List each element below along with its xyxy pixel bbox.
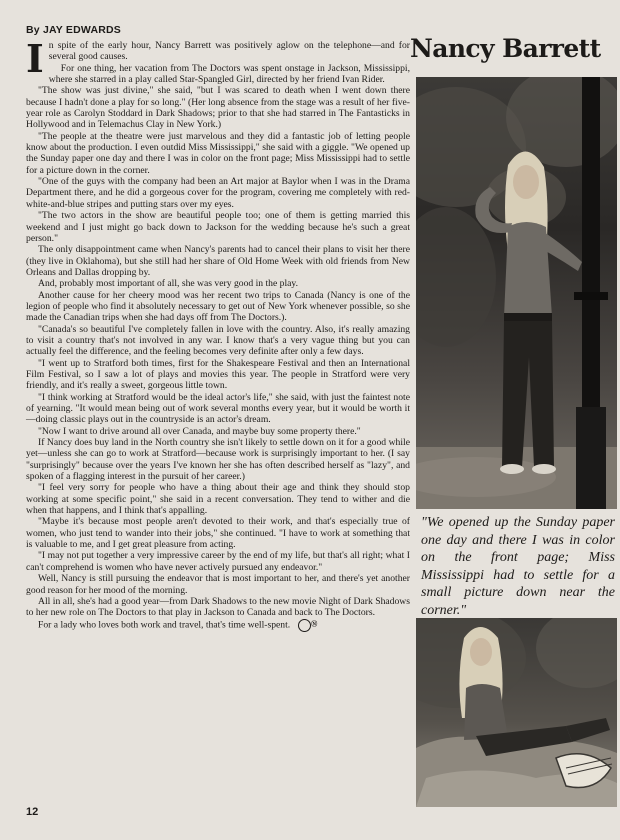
byline: By JAY EDWARDS bbox=[26, 24, 121, 36]
article-paragraph: "Now I want to drive around all over Canada, and maybe buy some property there." bbox=[38, 425, 361, 437]
article-paragraph: Well, Nancy is still pursuing the endeavor that is most important to her, and there's yet another good reason for her mood of the morning. bbox=[26, 573, 410, 596]
article-paragraph: Another cause for her cheery mood was her recent two trips to Canada (Nancy is one of the legion of people who find it absolutely necessary to get out of New York whenever possible, so she made the Canadian trips when she had days off from The Doctors.). bbox=[26, 289, 410, 324]
page-number: 12 bbox=[26, 806, 39, 818]
article-paragraph: All in all, she's had a good year—from Dark Shadows to the new movie Night of Dark Shadows to her new role on The Doctors to that play in Jackson to Canada and back to The Doctors. bbox=[26, 595, 410, 619]
article-paragraph: And, probably most important of all, she was very good in the play. bbox=[38, 278, 299, 290]
article-body bbox=[26, 36, 410, 632]
article-paragraph: "I think working at Stratford would be the ideal actor's life," she said, with just the faintest note of yearning. "It would mean being out of work several months every year, but it would be worth it—doing classic plays out in the countryside is an actor's dream. bbox=[26, 391, 410, 426]
article-paragraph: "I feel very sorry for people who have a thing about their age and think they should stop working at some specific point," she said in a recent conversation. They tend to wither and die when that happens, and I think that's appalling. bbox=[26, 482, 410, 517]
article-paragraph: "The two actors in the show are beautiful people too; one of them is getting married this weekend and I just might go back down to Jackson for the wedding because he's such a great person." bbox=[26, 210, 410, 244]
article-paragraph: In spite of the early hour, Nancy Barrett was positively aglow on the telephone—and for several good causes. bbox=[26, 36, 410, 81]
portrait-photo bbox=[416, 77, 617, 509]
article-paragraph: "I went up to Stratford both times, first for the Shakespeare Festival and then an International Film Festival, so I saw a lot of plays and movies this year. The people in Stratford were very friendly, and it's really a sweet, gorgeous little town. bbox=[26, 357, 410, 392]
article-paragraph: The only disappointment came when Nancy's parents had to cancel their plans to visit her there (they live in Oklahoma), but she still had her share of Old Home Week with old friends from New Orleans and Dallas dropping by. bbox=[26, 244, 410, 278]
article-paragraph: "Maybe it's because most people aren't devoted to their work, and that's especially true of women, who just tend to wander into their jobs," she continued. "I have to work at something that is valuable to me, and I get great pleasure from acting. bbox=[26, 516, 410, 551]
drop-cap: I bbox=[26, 36, 44, 81]
article-paragraph: "One of the guys with the company had been an Art major at Baylor when I was in the Drama Department there, and he did a gorgeous cover for the program, covering me completely with red-white-and-blue stripes and putting stars over my eyes. bbox=[26, 176, 410, 210]
headline: Nancy Barrett bbox=[410, 34, 601, 63]
article-paragraph: For one thing, her vacation from The Doctors was spent onstage in Jackson, Mississippi, where she starred in a play called Star-Spangled Girl, directed by her friend Ivan Rider. bbox=[48, 62, 410, 86]
seated-illustration bbox=[416, 618, 617, 807]
article-paragraph: "Canada's so beautiful I've completely fallen in love with the country. Also, it's really amazing to visit a country that's not involved in any war. I know that's a very vague thing but you can actually feel the difference, and the feeling becomes very definite after only a few days. bbox=[26, 323, 410, 358]
pull-quote: "We opened up the Sunday paper one day and there I was in color on the front page; Miss Mississippi had to settle for a small picture down near the corner." bbox=[421, 515, 615, 618]
seated-photo bbox=[416, 618, 617, 807]
article-paragraph: "The show was just divine," she said, "but I was scared to death when I went down there because I hadn't done a play for so long." (Her long absence from the stage was a result of her five-year role as Carolyn Stoddard in Dark Shadows; prior to that she had starred in The Fantasticks in Hollywood and in Telemachus Clay in New York.) bbox=[26, 85, 410, 131]
article-paragraph: "The people at the theatre were just marvelous and they did a fantastic job of letting people know about the production. I even outdid Miss Mississippi," she said with a giggle. "We opened up the Sunday paper one day and there I was in color on the front page; Miss Mississippi had to settle for a picture down in the corner. bbox=[26, 130, 410, 176]
end-mark-icon: Ⓝ bbox=[298, 619, 311, 632]
article-paragraph: If Nancy does buy land in the North country she isn't likely to settle down on it for a good while yet—unless she can go to work at Stratford—because work is surprisingly important to her. (I say "surprisingly" because over the years I've known her she has often described herself as "lazy", and spoken of a flagging interest in the pursuit of her career.) bbox=[26, 437, 410, 483]
portrait-illustration bbox=[416, 77, 617, 509]
article-paragraph: For a lady who loves both work and travel, that's time well-spent. Ⓝ bbox=[38, 619, 318, 631]
article-paragraph: "I may not put together a very impressive career by the end of my life, but that's all right; what I can't comprehend is women who have never actively pursued any endeavor." bbox=[26, 550, 410, 573]
